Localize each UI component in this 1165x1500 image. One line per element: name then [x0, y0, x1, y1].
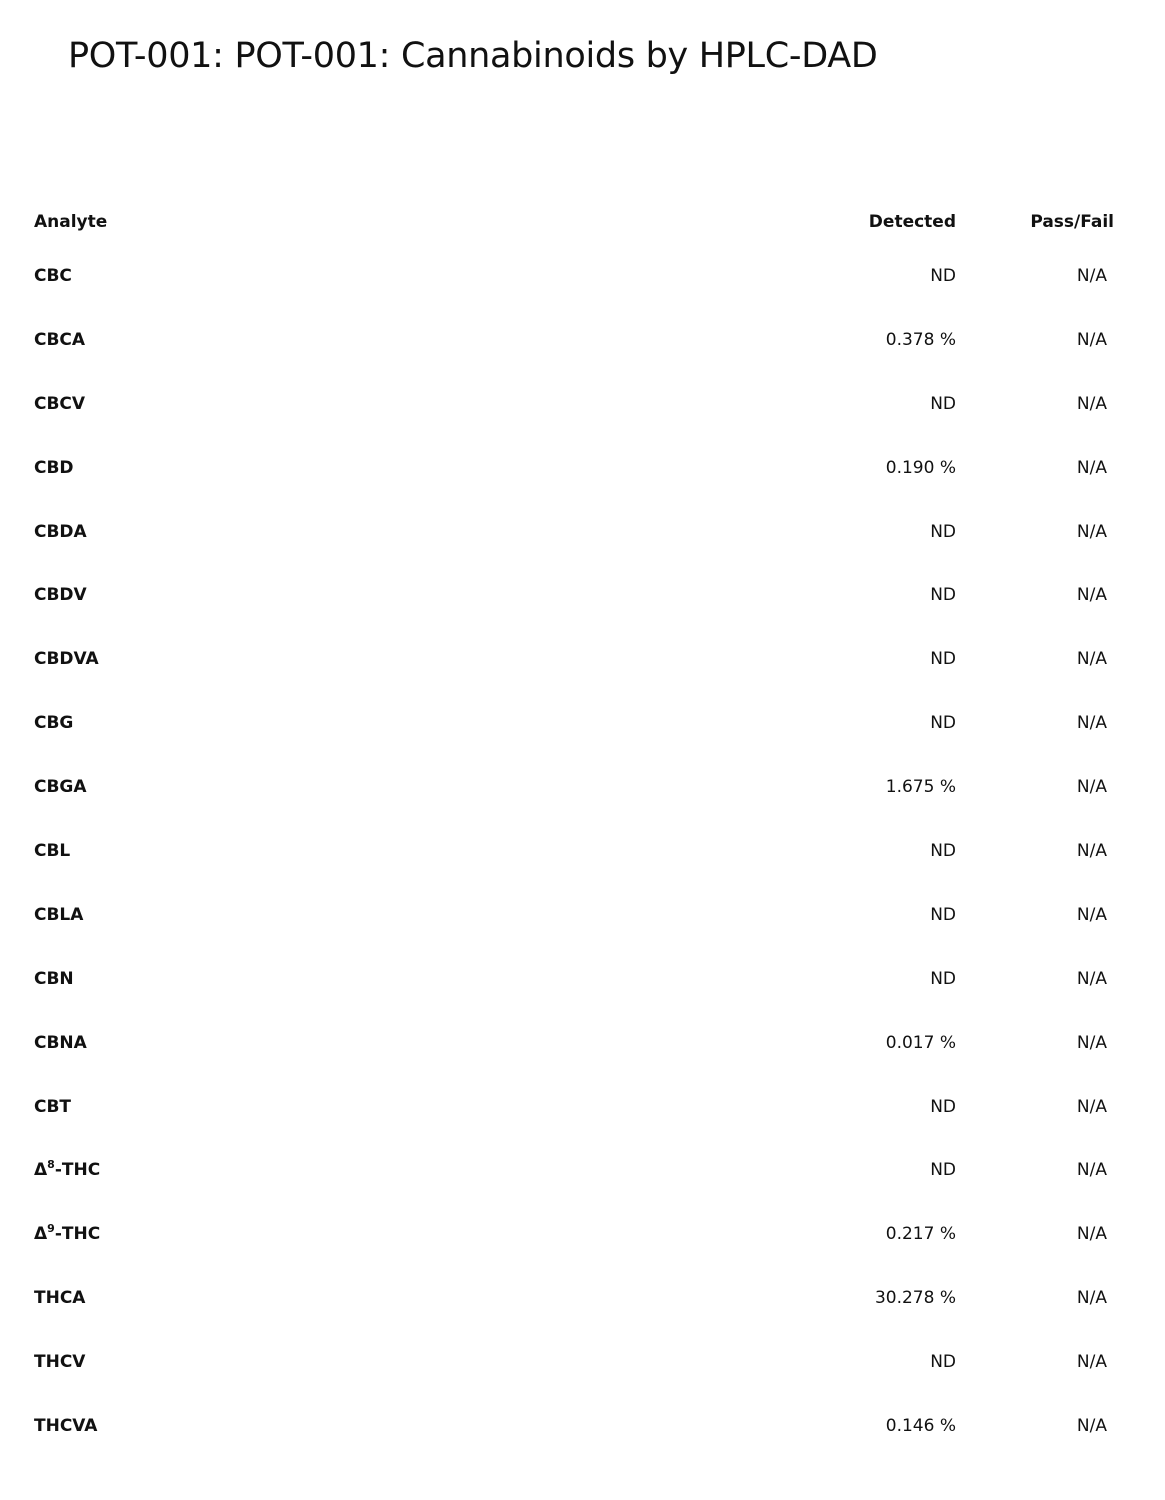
- analyte-name: [34, 522, 87, 542]
- analyte-label: CBDA: [34, 521, 87, 542]
- table-row: [34, 1144, 1120, 1208]
- analyte-name: [34, 905, 83, 925]
- pass-fail-column-header: Pass/Fail: [1030, 212, 1114, 232]
- table-row: [34, 250, 1120, 314]
- analyte-label: -THC: [54, 1160, 101, 1181]
- analyte-prefix: Δ: [34, 1160, 48, 1181]
- detected-value: ND: [930, 1352, 956, 1373]
- pass-fail-value: N/A: [1076, 266, 1107, 286]
- detected-value: 0.378 %: [885, 329, 956, 350]
- detected-value: ND: [930, 1096, 956, 1117]
- analyte-name: [34, 1097, 71, 1117]
- analyte-label: CBLA: [34, 904, 84, 925]
- table-row: [34, 1336, 1120, 1400]
- analyte-label: CBDVA: [34, 649, 99, 670]
- pass-fail-value: N/A: [1076, 968, 1107, 989]
- table-row: [34, 378, 1120, 442]
- table-row: [34, 1272, 1120, 1336]
- table-row: [34, 889, 1120, 953]
- pass-fail-value: N/A: [1076, 1288, 1107, 1309]
- analyte-label: CBG: [34, 713, 74, 734]
- analyte-name: [34, 266, 72, 286]
- analyte-name: [34, 458, 74, 478]
- pass-fail-value: N/A: [1076, 457, 1107, 478]
- analyte-name: [34, 394, 85, 414]
- pass-fail-value: N/A: [1076, 521, 1107, 542]
- analyte-label: CBN: [34, 968, 74, 989]
- table-row: [34, 825, 1120, 889]
- analyte-name: [34, 841, 70, 861]
- table-row: [34, 953, 1120, 1017]
- analyte-label: CBDV: [34, 585, 87, 606]
- analyte-name: [34, 1157, 101, 1181]
- table-row: [34, 569, 1120, 633]
- analyte-label: THCVA: [34, 1416, 98, 1437]
- analyte-name: [34, 1352, 85, 1372]
- analyte-name: [34, 1221, 101, 1245]
- analyte-label: CBNA: [34, 1032, 87, 1053]
- detected-value: ND: [930, 521, 956, 542]
- analyte-name: [34, 969, 74, 989]
- table-row: [34, 761, 1120, 825]
- table-row: [34, 314, 1120, 378]
- analyte-name: [34, 585, 87, 605]
- table-row: [34, 1017, 1120, 1081]
- analyte-name: [34, 649, 99, 669]
- analyte-name: [34, 777, 87, 797]
- table-row: [34, 1400, 1120, 1464]
- pass-fail-value: N/A: [1076, 585, 1107, 606]
- table-row: [34, 1208, 1120, 1272]
- pass-fail-value: N/A: [1076, 1416, 1107, 1437]
- pass-fail-value: N/A: [1076, 1096, 1107, 1117]
- detected-value: 0.190 %: [885, 457, 956, 478]
- analyte-superscript: 9: [47, 1221, 55, 1235]
- pass-fail-value: N/A: [1076, 713, 1107, 734]
- analyte-label: CBGA: [34, 777, 87, 798]
- pass-fail-value: N/A: [1076, 1352, 1107, 1373]
- detected-value: ND: [930, 968, 956, 989]
- results-table: [34, 196, 1120, 1464]
- analyte-label: CBT: [34, 1096, 72, 1117]
- detected-column-header: Detected: [868, 212, 956, 232]
- table-row: [34, 506, 1120, 570]
- detected-value: ND: [930, 841, 956, 862]
- page-title: POT-001: POT-001: Cannabinoids by HPLC-DAD: [68, 36, 878, 76]
- analyte-label: CBL: [34, 841, 71, 862]
- analyte-label: CBCA: [34, 329, 86, 350]
- detected-value: ND: [930, 713, 956, 734]
- pass-fail-value: N/A: [1076, 1224, 1107, 1245]
- detected-value: ND: [930, 904, 956, 925]
- analyte-label: CBC: [34, 266, 72, 286]
- pass-fail-value: N/A: [1076, 649, 1107, 670]
- pass-fail-value: N/A: [1076, 329, 1107, 350]
- detected-value: ND: [930, 393, 956, 414]
- analyte-prefix: Δ: [34, 1224, 48, 1245]
- pass-fail-value: N/A: [1076, 841, 1107, 862]
- detected-value: ND: [930, 1160, 956, 1181]
- analyte-name: [34, 330, 85, 350]
- analyte-label: CBCV: [34, 393, 86, 414]
- table-row: [34, 633, 1120, 697]
- analyte-column-header: Analyte: [34, 212, 108, 232]
- analyte-label: THCV: [34, 1352, 86, 1373]
- detected-value: ND: [930, 585, 956, 606]
- pass-fail-value: N/A: [1076, 393, 1107, 414]
- analyte-name: [34, 713, 73, 733]
- pass-fail-value: N/A: [1076, 1160, 1107, 1181]
- analyte-name: [34, 1033, 87, 1053]
- analyte-name: [34, 1288, 85, 1308]
- analyte-label: THCA: [34, 1288, 86, 1309]
- analyte-label: -THC: [54, 1224, 101, 1245]
- detected-value: 0.017 %: [885, 1032, 956, 1053]
- detected-value: 0.146 %: [885, 1416, 956, 1437]
- pass-fail-value: N/A: [1076, 904, 1107, 925]
- detected-value: ND: [930, 649, 956, 670]
- table-row: [34, 442, 1120, 506]
- analyte-name: [34, 1416, 97, 1436]
- detected-value: 30.278 %: [874, 1288, 956, 1309]
- table-row: [34, 1081, 1120, 1145]
- detected-value: 0.217 %: [885, 1224, 956, 1245]
- table-row: [34, 697, 1120, 761]
- pass-fail-value: N/A: [1076, 777, 1107, 798]
- pass-fail-value: N/A: [1076, 1032, 1107, 1053]
- analyte-label: CBD: [34, 457, 74, 478]
- detected-value: ND: [930, 266, 956, 286]
- detected-value: 1.675 %: [885, 777, 956, 798]
- table-header-row: [34, 196, 1120, 250]
- table-body: [34, 250, 1120, 1464]
- analyte-superscript: 8: [47, 1157, 55, 1171]
